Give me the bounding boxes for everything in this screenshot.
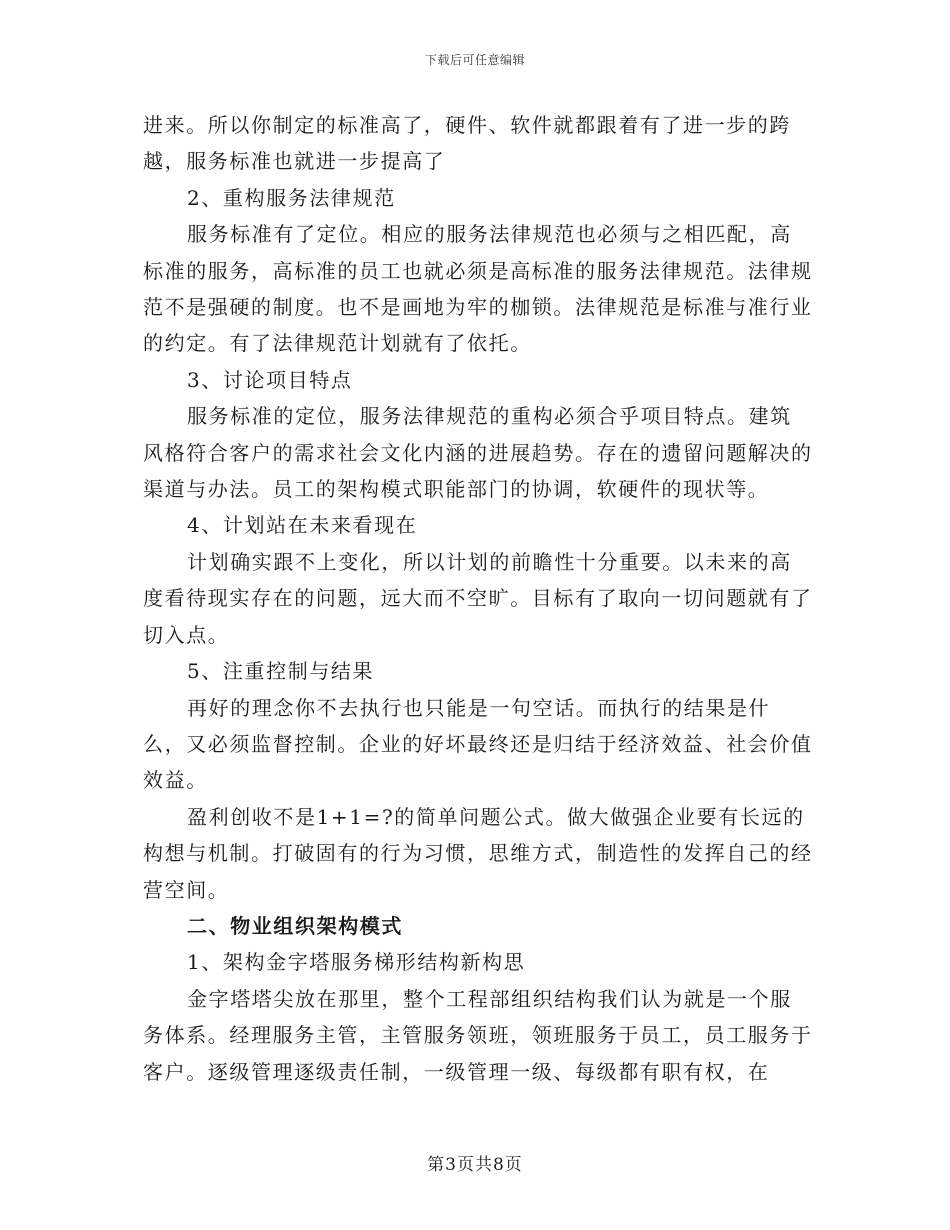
paragraph: 计划确实跟不上变化，所以计划的前瞻性十分重要。以未来的高度看待现实存在的问题，远大而不空旷。目标有了取向一切问题就有了切入点。 <box>143 549 813 647</box>
page-number: 第3页共8页 <box>427 1155 523 1175</box>
paragraph: 盈利创收不是1+1=?的简单问题公式。做大做强企业要有长远的构想与机制。打破固有的行为习惯，思维方式，制造性的发挥自己的经营空间。 <box>143 804 813 902</box>
paragraph: 服务标准的定位，服务法律规范的重构必须合乎项目特点。建筑风格符合客户的需求社会文化内涵的进展趋势。存在的遗留问题解决的渠道与办法。员工的架构模式职能部门的协调，软硬件的现状等。 <box>143 404 813 502</box>
paragraph-continuation: 进来。所以你制定的标准高了，硬件、软件就都跟着有了进一步的跨越，服务标准也就进一步提高了 <box>143 113 791 174</box>
subheading-5: 5、注重控制与结果 <box>187 659 375 684</box>
paragraph: 再好的理念你不去执行也只能是一句空话。而执行的结果是什么，又必须监督控制。企业的好坏最终还是归结于经济效益、社会价值效益。 <box>143 695 813 793</box>
page-header: 下载后可任意编辑 <box>424 53 525 67</box>
paragraph: 服务标准有了定位。相应的服务法律规范也必须与之相匹配，高标准的服务，高标准的员工也就必须是高标准的服务法律规范。法律规范不是强硬的制度。也不是画地为牢的枷锁。法律规范是标准与准行业的约定。有了法律规范计划就有了依托。 <box>143 222 813 356</box>
section-heading: 二、物业组织架构模式 <box>187 913 403 938</box>
paragraph: 金字塔塔尖放在那里，整个工程部组织结构我们认为就是一个服务体系。经理服务主管，主管服务领班，领班服务于员工，员工服务于客户。逐级管理逐级责任制，一级管理一级、每级都有职有权，在 <box>143 986 813 1084</box>
subheading-2: 2、重构服务法律规范 <box>187 185 396 210</box>
subheading-3: 3、讨论项目特点 <box>187 367 353 392</box>
subheading-1: 1、架构金字塔服务梯形结构新构思 <box>187 950 526 975</box>
subheading-4: 4、计划站在未来看现在 <box>187 513 418 538</box>
document-body <box>143 107 813 1090</box>
